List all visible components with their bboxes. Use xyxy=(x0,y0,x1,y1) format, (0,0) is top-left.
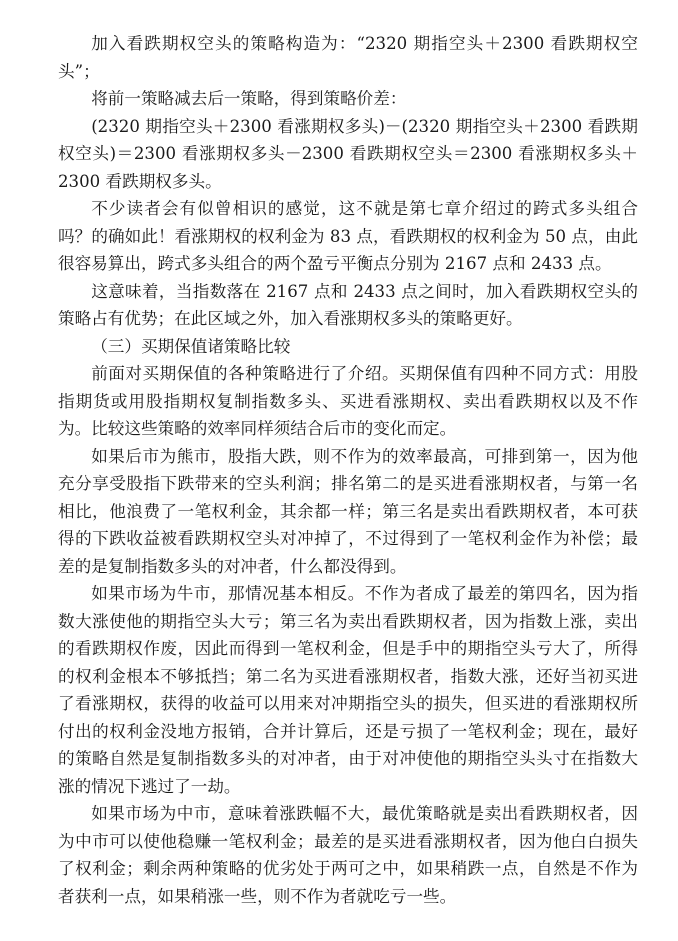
paragraph-region-comparison: 这意味着，当指数落在 2167 点和 2433 点之间时，加入看跌期权空头的策略占有优势；在此区域之外，加入看涨期权多头的策略更好。 xyxy=(58,281,638,328)
paragraph-bear-market: 如果后市为熊市，股指大跌，则不作为的效率最高，可排到第一，因为他充分享受股指下跌带来的空头利润；排名第二的是买进看涨期权者，与第一名相比，他浪费了一笔权利金，其余都一样；第三名是卖出看跌期权者，本可获得的下跌收益被看跌期权空头对冲掉了，不过得到了一笔权利金作为补偿；最差的是复制指数多头的对冲者，什么都没得到。 xyxy=(58,446,638,576)
document-page xyxy=(58,30,638,910)
section-heading: （三）买期保值诸策略比较 xyxy=(91,336,291,356)
paragraph-strategy-spread-intro: 将前一策略减去后一策略，得到策略价差： xyxy=(91,89,407,108)
paragraph-strategy-spread-formula: (2320 期指空头＋2300 看涨期权多头)－(2320 期指空头＋2300 看跌期权空头)＝2300 看涨期权多头－2300 看跌期权空头＝2300 看涨期权多头＋2300 看跌期权多头。 xyxy=(58,116,638,191)
paragraph-hedging-methods: 前面对买期保值的各种策略进行了介绍。买期保值有四种不同方式：用股指期货或用股指期权复制指数多头、买进看涨期权、卖出看跌期权以及不作为。比较这些策略的效率同样须结合后市的变化而定。 xyxy=(58,364,638,438)
paragraph-put-short-strategy: 加入看跌期权空头的策略构造为：“2320 期指空头＋2300 看跌期权空头”； xyxy=(58,34,638,81)
paragraph-bull-market: 如果市场为牛市，那情况基本相反。不作为者成了最差的第四名，因为指数大涨使他的期指空头大亏；第三名为卖出看跌期权者，因为指数上涨，卖出的看跌期权作废，因此而得到一笔权利金，但是手中的期指空头亏大了，所得的权利金根本不够抵挡；第二名为买进看涨期权者，指数大涨，还好当初买进了看涨期权，获得的收益可以用来对冲期指空头的损失，但买进的看涨期权所付出的权利金没地方报销，合并计算后，还是亏损了一笔权利金；现在，最好的策略自然是复制指数多头的对冲者，由于对冲使他的期指空头头寸在指数大涨的情况下逃过了一劫。 xyxy=(58,584,638,796)
paragraph-straddle-breakeven: 不少读者会有似曾相识的感觉，这不就是第七章介绍过的跨式多头组合吗？的确如此！看涨期权的权利金为 83 点，看跌期权的权利金为 50 点，由此很容易算出，跨式多头组合的两个盈亏平衡点分别为 2167 点和 2433 点。 xyxy=(58,199,638,273)
paragraph-neutral-market: 如果市场为中市，意味着涨跌幅不大，最优策略就是卖出看跌期权者，因为中市可以使他稳赚一笔权利金；最差的是买进看涨期权者，因为他白白损失了权利金；剩余两种策略的优劣处于两可之中，如果稍跌一点，自然是不作为者获利一点，如果稍涨一些，则不作为者就吃亏一些。 xyxy=(58,804,638,906)
